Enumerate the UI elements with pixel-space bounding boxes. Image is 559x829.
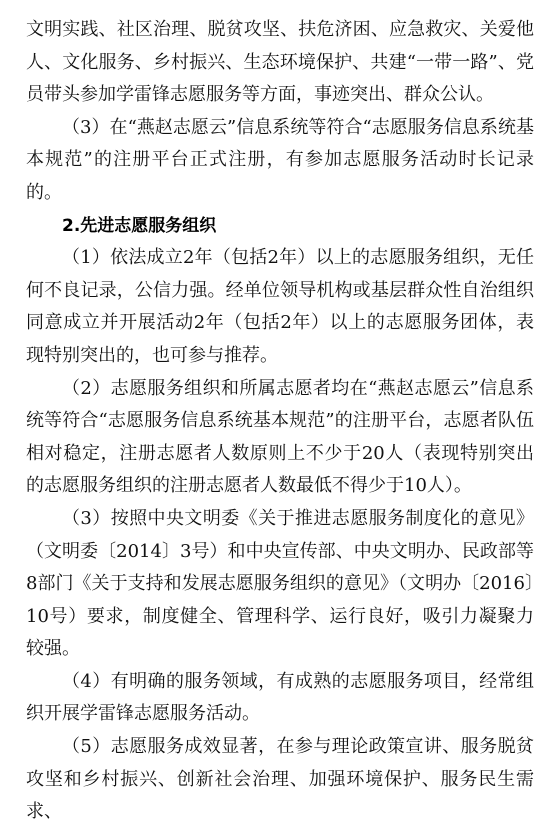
document-body	[26, 14, 534, 829]
paragraph-org-item-3: （3）按照中央文明委《关于推进志愿服务制度化的意见》（文明委〔2014〕3号）和中央宣传部、中央文明办、民政部等8部门《关于支持和发展志愿服务组织的意见》（文明办〔2016〕10号）要求，制度健全、管理科学、运行良好，吸引力凝聚力较强。	[26, 507, 534, 660]
paragraph-org-item-1: （1）依法成立2年（包括2年）以上的志愿服务组织，无任何不良记录，公信力强。经单位领导机构或基层群众性自治组织同意成立并开展活动2年（包括2年）以上的志愿服务团体，表现特别突出的，也可参与推荐。	[26, 247, 534, 366]
paragraph-continued: 文明实践、社区治理、脱贫攻坚、扶危济困、应急救灾、关爱他人、文化服务、乡村振兴、生态环境保护、共建“一带一路”、党员带头参加学雷锋志愿服务等方面，事迹突出、群众公认。	[26, 19, 534, 106]
section-heading-advanced-organizations: 2.先进志愿服务组织	[62, 215, 217, 236]
paragraph-org-item-2: （2）志愿服务组织和所属志愿者均在“燕赵志愿云”信息系统等符合“志愿服务信息系统基本规范”的注册平台，志愿者队伍相对稳定，注册志愿者人数原则上不少于20人（表现特别突出的志愿服务组织的注册志愿者人数最低不得少于10人）。	[26, 377, 534, 497]
paragraph-org-item-4: （4）有明确的服务领域，有成熟的志愿服务项目，经常组织开展学雷锋志愿服务活动。	[26, 670, 534, 725]
paragraph-individual-item-3: （3）在“燕赵志愿云”信息系统等符合“志愿服务信息系统基本规范”的注册平台正式注册，有参加志愿服务活动时长记录的。	[26, 116, 534, 203]
paragraph-org-item-5: （5）志愿服务成效显著，在参与理论政策宣讲、服务脱贫攻坚和乡村振兴、创新社会治理、加强环境保护、服务民生需求、	[26, 736, 534, 823]
